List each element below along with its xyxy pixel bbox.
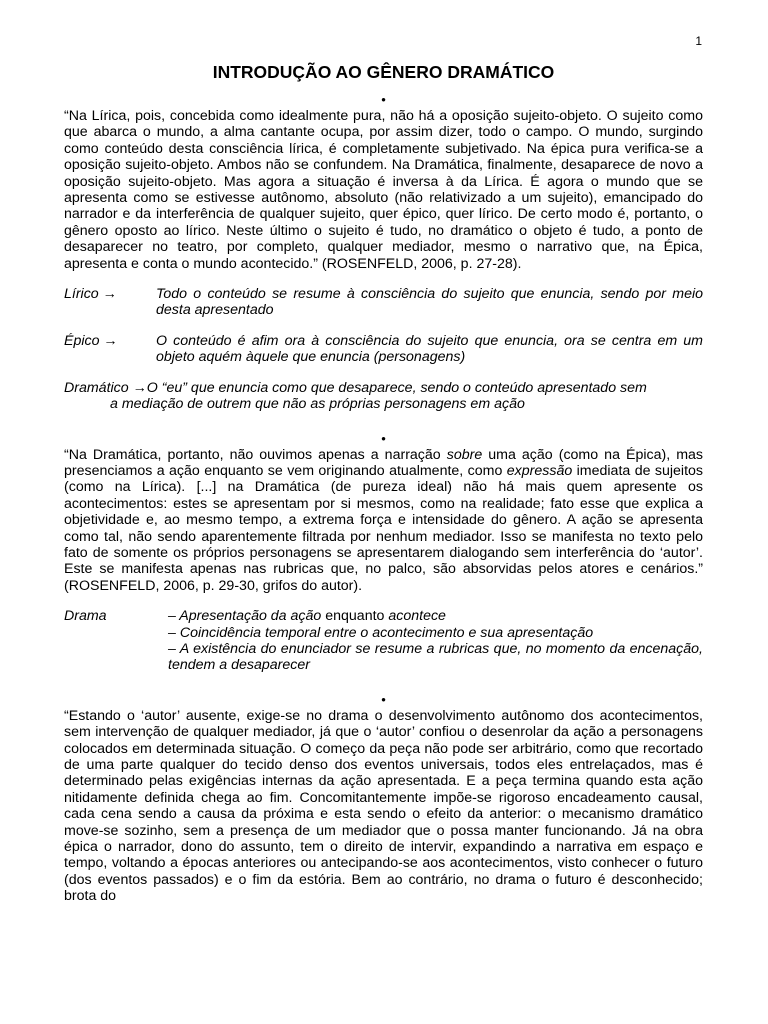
definition-term: Épico → [64, 332, 118, 349]
definition-dramatico [64, 380, 703, 413]
drama-item: – Coincidência temporal entre o acontecimento e sua apresentação [168, 624, 594, 641]
definition-text: O conteúdo é afim ora à consciência do sujeito que enuncia, ora se centra em um objeto aquém àquele que enuncia (personagens) [156, 332, 703, 366]
page-title: INTRODUÇÃO AO GÊNERO DRAMÁTICO [212, 62, 555, 82]
drama-term: Drama [64, 608, 107, 625]
drama-item: – Apresentação da ação enquanto acontece [168, 608, 446, 625]
section-bullet: • [381, 691, 386, 707]
drama-list [168, 608, 703, 674]
definition-epico [64, 333, 703, 366]
drama-summary [64, 608, 703, 674]
quote-rosenfeld-2: “Na Dramática, portanto, não ouvimos apenas a narração sobre uma ação (como na Épica), mas presenciamos a ação enquanto se vem originando atualmente, como expressão imediata de sujeitos (como na Lírica). [...] na Dramática (de pureza ideal) não há mais quem apresente os acontecimentos: estes se apresentam por si mesmos, como na realidade; fato esse que explica a objetividade e, ao mesmo tempo, a extrema força e intensidade do gênero. A ação se apresenta como tal, não sendo aparentemente filtrada por nenhum mediador. Isso se manifesta no texto pelo fato de somente os próprios personagens se apresentarem dialogando sem interferência do ‘autor’. Este se manifesta apenas nas rubricas que, no palco, são absorvidas pelos atores e cenários.” (ROSENFELD, 2006, p. 29-30, grifos do autor). [64, 446, 704, 594]
document-body [64, 60, 703, 905]
definition-lirico [64, 286, 703, 319]
definition-term: Dramático → [64, 379, 147, 396]
definition-text-line-2: a mediação de outrem que não as próprias personagens em ação [110, 396, 525, 413]
definition-text-line-1: O “eu” que enuncia como que desaparece, sendo o conteúdo apresentado sem [146, 379, 647, 396]
quote-rosenfeld-1: “Na Lírica, pois, concebida como idealmente pura, não há a oposição sujeito-objeto. O sujeito como que abarca o mundo, a alma cantante ocupa, por assim dizer, todo o campo. O mundo, surgindo como conteúdo desta consciência lírica, é completamente subjetivado. Na épica pura verifica-se a oposição sujeito-objeto. Ambos não se confundem. Na Dramática, finalmente, desaparece de novo a oposição sujeito-objeto. Mas agora a situação é inversa à da Lírica. É agora o mundo que se apresenta como se estivesse autônomo, absoluto (não relativizado a um sujeito), emancipado do narrador e da interferência de qualquer sujeito, quer épico, quer lírico. De certo modo é, portanto, o gênero oposto ao lírico. Neste último o sujeito é tudo, no dramático o objeto é tudo, a ponto de desaparecer no teatro, por completo, qualquer mediador, mesmo o narrativo que, na Épica, apresenta e conta o mundo acontecido.” (ROSENFELD, 2006, p. 27-28). [64, 108, 703, 272]
drama-item: – A existência do enunciador se resume a rubricas que, no momento da encenação, tendem a desaparecer [168, 640, 703, 674]
page-number: 1 [695, 34, 702, 48]
definition-text: Todo o conteúdo se resume à consciência do sujeito que enuncia, sendo por meio desta apresentado [156, 286, 703, 319]
quote-rosenfeld-3: “Estando o ‘autor’ ausente, exige-se no drama o desenvolvimento autônomo dos acontecimentos, sem intervenção de qualquer mediador, já que o ‘autor’ confiou o desenrolar da ação a personagens colocados em determinada situação. O começo da peça não pode ser arbitrário, como que recortado de uma parte qualquer do tecido denso dos eventos universais, todos eles entrelaçados, mas é determinado pelas exigências internas da ação apresentada. E a peça termina quando esta ação nitidamente definida chega ao fim. Concomitantemente impõe-se rigoroso encadeamento causal, cada cena sendo a causa da próxima e esta sendo o efeito da anterior: o mecanismo dramático move-se sozinho, sem a presença de um mediador que o possa manter funcionando. Já na obra épica o narrador, dono do assunto, tem o direito de intervir, expandindo a narrativa em espaço e tempo, voltando a épocas anteriores ou antecipando-se aos acontecimentos, visto conhecer o futuro (dos eventos passados) e o fim da estória. Bem ao contrário, no drama o futuro é desconhecido; brota do [64, 707, 703, 905]
section-bullet: • [381, 430, 386, 446]
definition-term: Lírico → [64, 286, 117, 303]
section-bullet: • [381, 92, 386, 107]
